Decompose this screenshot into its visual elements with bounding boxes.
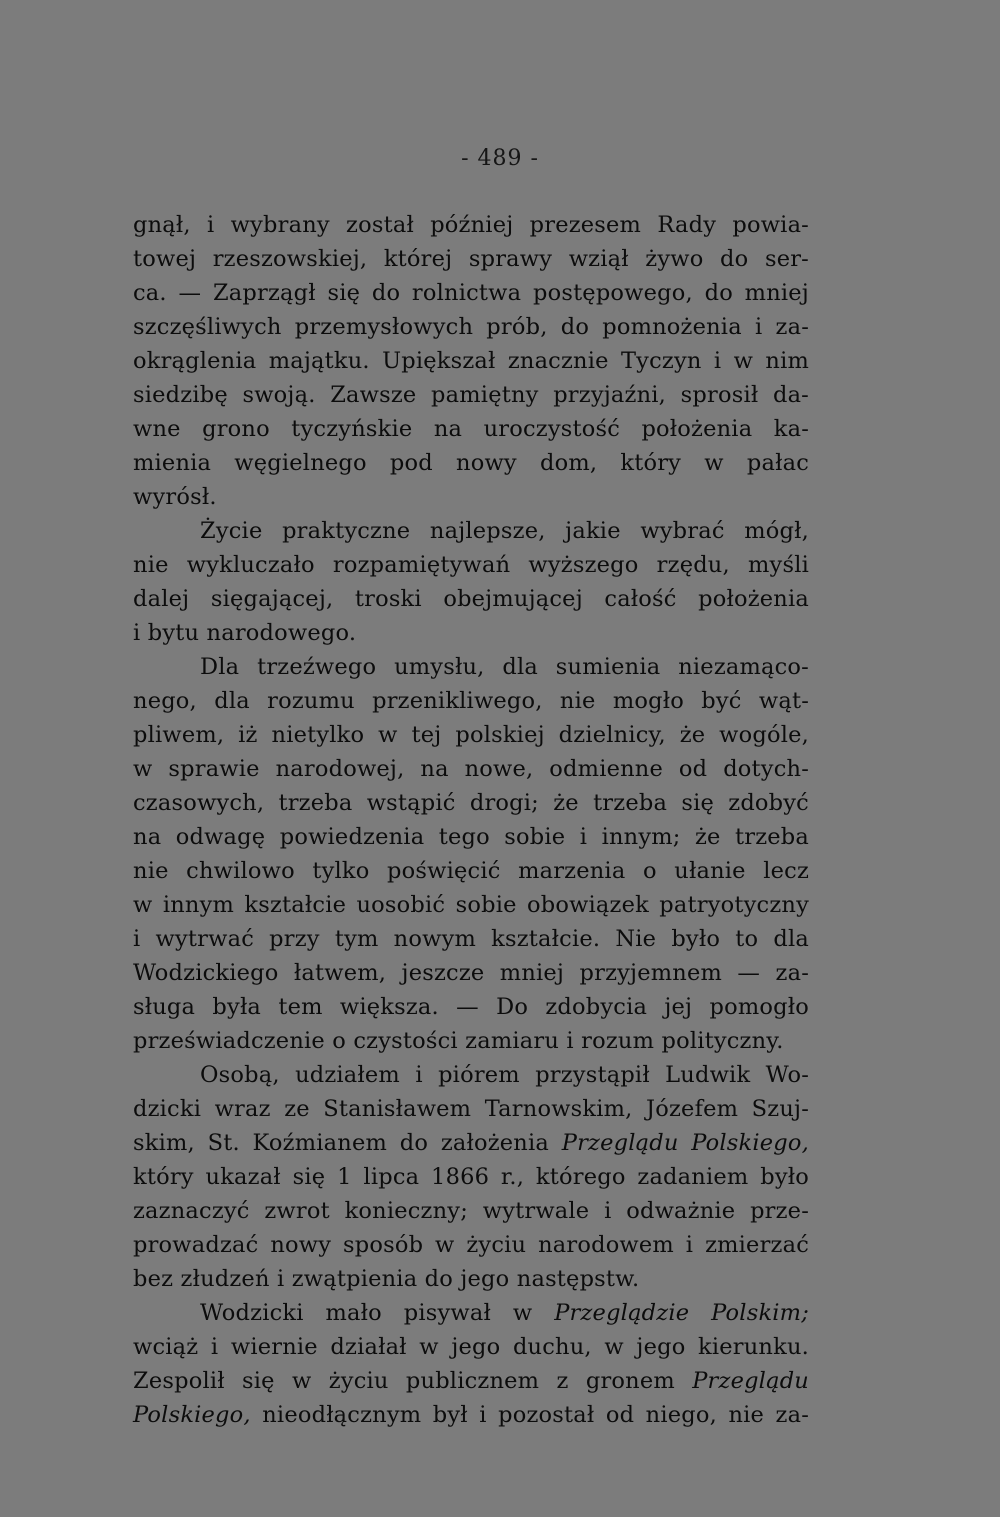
text-span: Zespolił się w życiu publicznem z gronem xyxy=(133,1368,693,1394)
text-line: na odwagę powiedzenia tego sobie i innym; że trzeba xyxy=(133,824,809,850)
text-line xyxy=(133,1129,809,1157)
paragraph-first-line: Osobą, udziałem i piórem przystąpił Ludwik Wo- xyxy=(200,1062,809,1088)
text-span: nieodłącznym był i pozostał od niego, nie za- xyxy=(250,1402,809,1428)
text-line: czasowych, trzeba wstąpić drogi; że trzeba się zdobyć xyxy=(133,790,809,816)
text-line xyxy=(133,1401,809,1429)
text-line: w innym kształcie uosobić sobie obowiązek patryotyczny xyxy=(133,892,809,918)
text-line: bez złudzeń i zwątpienia do jego następstw. xyxy=(133,1266,640,1292)
text-line: wne grono tyczyńskie na uroczystość położenia ka- xyxy=(133,416,809,442)
text-line: który ukazał się 1 lipca 1866 r., którego zadaniem było xyxy=(133,1164,809,1190)
text-line: ca. — Zaprzągł się do rolnictwa postępowego, do mniej xyxy=(133,280,809,306)
text-line: wciąż i wiernie działał w jego duchu, w jego kierunku. xyxy=(133,1334,809,1360)
text-line: nie wykluczało rozpamiętywań wyższego rzędu, myśli xyxy=(133,552,809,578)
text-line: mienia węgielnego pod nowy dom, który w pałac xyxy=(133,450,809,476)
text-line: w sprawie narodowej, na nowe, odmienne od dotych- xyxy=(133,756,809,782)
text-line: Wodzickiego łatwem, jeszcze mniej przyjemnem — za- xyxy=(133,960,809,986)
text-line: siedzibę swoją. Zawsze pamiętny przyjaźni, sprosił da- xyxy=(133,382,809,408)
paragraph-first-line xyxy=(200,1299,809,1327)
text-span: Wodzicki mało pisywał w xyxy=(200,1300,555,1326)
page-number: - 489 - xyxy=(461,146,539,171)
text-line: prowadzać nowy sposób w życiu narodowem i zmierzać xyxy=(133,1232,809,1258)
text-span: skim, St. Koźmianem do założenia xyxy=(133,1130,562,1156)
text-line: dalej sięgającej, troski obejmującej całość położenia xyxy=(133,586,809,612)
paragraph-first-line: Dla trzeźwego umysłu, dla sumienia niezamąco- xyxy=(200,654,809,680)
text-line: zaznaczyć zwrot konieczny; wytrwale i odważnie prze- xyxy=(133,1198,809,1224)
text-line: przeświadczenie o czystości zamiaru i rozum polityczny. xyxy=(133,1028,784,1054)
periodical-title: Przeglądu xyxy=(692,1368,809,1394)
text-line: okrąglenia majątku. Upiększał znacznie Tyczyn i w nim xyxy=(133,348,809,374)
text-line: sługa była tem większa. — Do zdobycia jej pomogło xyxy=(133,994,809,1020)
text-line: towej rzeszowskiej, której sprawy wziął żywo do ser- xyxy=(133,246,809,272)
text-line: nego, dla rozumu przenikliwego, nie mogło być wąt- xyxy=(133,688,809,714)
paragraph-first-line: Życie praktyczne najlepsze, jakie wybrać mógł, xyxy=(200,518,809,544)
text-line: wyrósł. xyxy=(133,484,217,510)
text-line: i bytu narodowego. xyxy=(133,620,357,646)
periodical-title: Polskiego, xyxy=(133,1402,251,1428)
periodical-title: Przeglądzie Polskim; xyxy=(554,1300,809,1326)
text-line: dzicki wraz ze Stanisławem Tarnowskim, Józefem Szuj- xyxy=(133,1096,809,1122)
text-line: gnął, i wybrany został później prezesem Rady powia- xyxy=(133,212,809,238)
text-line: nie chwilowo tylko poświęcić marzenia o ułanie lecz xyxy=(133,858,809,884)
text-line: i wytrwać przy tym nowym kształcie. Nie było to dla xyxy=(133,926,809,952)
text-line: pliwem, iż nietylko w tej polskiej dzielnicy, że wogóle, xyxy=(133,722,809,748)
text-line xyxy=(133,1367,809,1395)
periodical-title: Przeglądu Polskiego, xyxy=(561,1130,809,1156)
text-line: szczęśliwych przemysłowych prób, do pomnożenia i za- xyxy=(133,314,809,340)
